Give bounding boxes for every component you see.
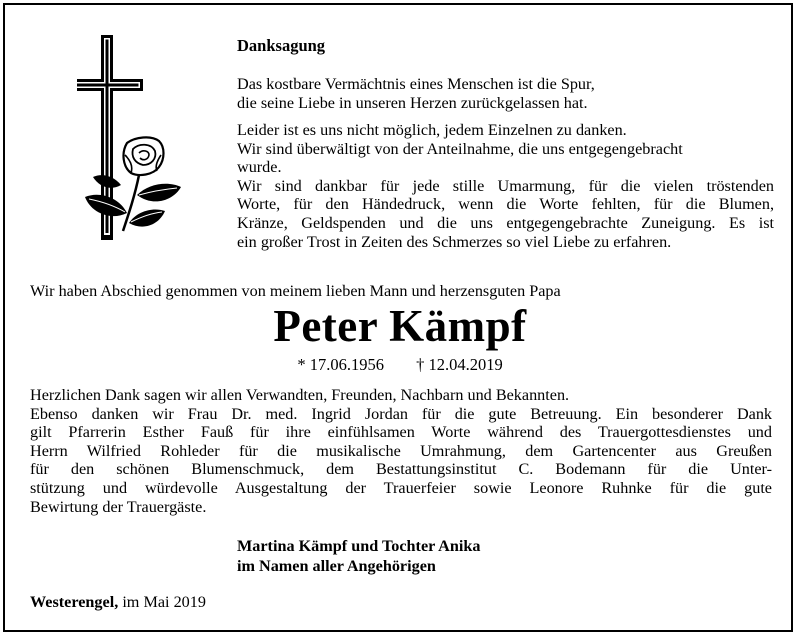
death-date: † 12.04.2019 (416, 355, 503, 374)
thanks-paragraph (237, 121, 774, 251)
thanks-line: Leider ist es uns nicht möglich, jedem Einzelnen zu danken. (237, 121, 627, 139)
intro-text: Wir haben Abschied genommen von meinem lieben Mann und herzensguten Papa (30, 282, 561, 300)
place-name: Westerengel, (30, 593, 119, 611)
thanks-line: Worte, für den Händedruck, wenn die Worte fehlten, für die Blumen, (237, 195, 774, 214)
birth-date: * 17.06.1956 (297, 355, 384, 374)
cross-with-rose-icon (77, 35, 187, 240)
ack-line: gilt Pfarrerin Esther Fauß für ihre einfühlsamen Worte während des Trauergottesdienstes und (30, 423, 772, 442)
heading-title: Danksagung (237, 36, 326, 55)
signature-block (237, 536, 637, 576)
ack-line: stützung und würdevolle Ausgestaltung der Trauerfeier sowie Leonore Ruhnke für die gute (30, 478, 772, 497)
ack-line: Ebenso danken wir Frau Dr. med. Ingrid Jordan für die gute Betreuung. Ein besonderer Dank (30, 404, 772, 423)
acknowledgements-paragraph (30, 386, 772, 516)
poem-block (237, 75, 617, 112)
poem-line: Das kostbare Vermächtnis eines Menschen ist die Spur, (237, 75, 595, 93)
place-date (30, 593, 206, 612)
thanks-line: Wir sind dankbar für jede stille Umarmung, für die vielen tröstenden (237, 176, 774, 195)
life-dates (0, 355, 800, 375)
ack-line: Herzlichen Dank sagen wir allen Verwandten, Freunden, Nachbarn und Bekannten. (30, 386, 570, 404)
poem-line: die seine Liebe in unseren Herzen zurückgelassen hat. (237, 93, 588, 112)
thanks-line: wurde. (237, 158, 282, 177)
thanks-line: Wir sind überwältigt von der Anteilnahme, die uns entgegengebracht (237, 139, 683, 158)
deceased-name: Peter Kämpf (273, 301, 527, 351)
date-text: im Mai 2019 (122, 593, 206, 611)
signature-line: im Namen aller Angehörigen (237, 557, 436, 575)
ack-line: Bewirtung der Trauergäste. (30, 497, 207, 516)
ack-line: für den schönen Blumenschmuck, dem Bestattungsinstitut C. Bodemann für die Unter- (30, 460, 772, 479)
signature-line: Martina Kämpf und Tochter Anika (237, 537, 481, 555)
ack-line: Herrn Wilfried Rohleder für die musikalische Umrahmung, dem Gartencenter aus Greußen (30, 441, 772, 460)
thanks-line: ein großer Trost in Zeiten des Schmerzes so viel Liebe zu erfahren. (237, 232, 672, 251)
thanks-line: Kränze, Geldspenden und die uns entgegengebrachte Zuneigung. Es ist (237, 213, 774, 232)
